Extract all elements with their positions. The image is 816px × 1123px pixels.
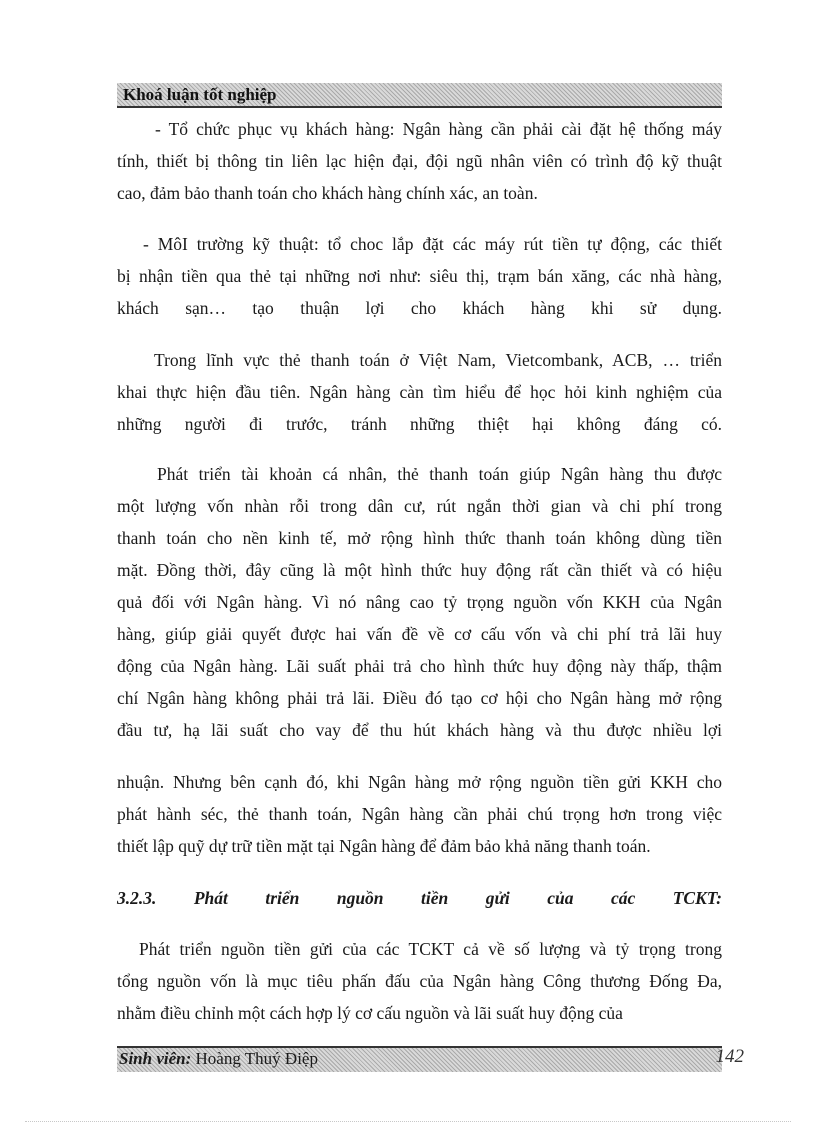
paragraph-vietnam-cards [117, 344, 722, 440]
text-line: Trong lĩnh vực thẻ thanh toán ở Việt Nam, Vietcombank, ACB, … triển [154, 350, 722, 370]
text-line: nhằm điều chỉnh một cách hợp lý cơ cấu nguồn và lãi suất huy động của [117, 1003, 623, 1023]
paragraph-service [117, 113, 722, 209]
text-line: phát hành séc, thẻ thanh toán, Ngân hàng cần phải chú trọng hơn trong việc [117, 804, 722, 824]
text-line: động của Ngân hàng. Lãi suất phải trả cho hình thức huy động này thấp, thậm [117, 656, 722, 676]
paragraph-tckt-deposits [117, 933, 722, 1029]
bottom-dotted-divider [25, 1121, 791, 1122]
header-title: Khoá luận tốt nghiệp [123, 85, 277, 104]
text-line: bị nhận tiền qua thẻ tại những nơi như: siêu thị, trạm bán xăng, các nhà hàng, [117, 266, 722, 286]
page-header [117, 83, 722, 108]
text-line: Phát triển tài khoản cá nhân, thẻ thanh toán giúp Ngân hàng thu được [157, 464, 722, 484]
text-line: khai thực hiện đầu tiên. Ngân hàng càn tìm hiểu để học hỏi kinh nghiệm của [117, 382, 722, 402]
section-heading: 3.2.3. Phát triển nguồn tiền gửi của các TCKT: [117, 888, 722, 908]
page-footer [117, 1046, 722, 1072]
text-line: những người đi trước, tránh những thiệt hại không đáng có. [117, 414, 722, 434]
text-line: một lượng vốn nhàn rỗi trong dân cư, rút ngắn thời gian và chi phí trong [117, 496, 722, 516]
text-line: tính, thiết bị thông tin liên lạc hiện đại, đội ngũ nhân viên có trình độ kỹ thuật [117, 151, 722, 171]
text-line: đầu tư, hạ lãi suất cho vay để thu hút khách hàng và thu được nhiều lợi [117, 720, 722, 740]
paragraph-environment [117, 228, 722, 324]
text-line: chí Ngân hàng không phải trả lãi. Điều đó tạo cơ hội cho Ngân hàng mở rộng [117, 688, 722, 708]
paragraph-kkh-deposits [117, 766, 722, 862]
page-number: 142 [715, 1046, 744, 1067]
text-line: - Tổ chức phục vụ khách hàng: Ngân hàng cần phải cài đặt hệ thống máy [155, 119, 722, 139]
footer-student [119, 1049, 318, 1069]
text-line: khách sạn… tạo thuận lợi cho khách hàng khi sử dụng. [117, 298, 722, 318]
student-label: Sinh viên: [119, 1049, 192, 1068]
text-line: tổng nguồn vốn là mục tiêu phấn đấu của Ngân hàng Công thương Đống Đa, [117, 971, 722, 991]
text-line: thiết lập quỹ dự trữ tiền mặt tại Ngân hàng để đảm bảo khả năng thanh toán. [117, 836, 651, 856]
text-line: hàng, giúp giải quyết được hai vấn đề về cơ cấu vốn và chi phí trả lãi huy [117, 624, 722, 644]
paragraph-personal-accounts [117, 458, 722, 746]
text-line: Phát triển nguồn tiền gửi của các TCKT cả về số lượng và tỷ trọng trong [139, 939, 722, 959]
text-line: - MôI trường kỹ thuật: tổ choc lắp đặt các máy rút tiền tự động, các thiết [143, 234, 722, 254]
student-name: Hoàng Thuý Điệp [195, 1049, 318, 1068]
text-line: thanh toán cho nền kinh tế, mở rộng hình thức thanh toán không dùng tiền [117, 528, 722, 548]
text-line: nhuận. Nhưng bên cạnh đó, khi Ngân hàng mở rộng nguồn tiền gửi KKH cho [117, 772, 722, 792]
text-line: cao, đảm bảo thanh toán cho khách hàng chính xác, an toàn. [117, 183, 538, 203]
text-line: mặt. Đồng thời, đây cũng là một hình thức huy động rất cần thiết và có hiệu [117, 560, 722, 580]
text-line: quả đối với Ngân hàng. Vì nó nâng cao tỷ trọng nguồn vốn KKH của Ngân [117, 592, 722, 612]
